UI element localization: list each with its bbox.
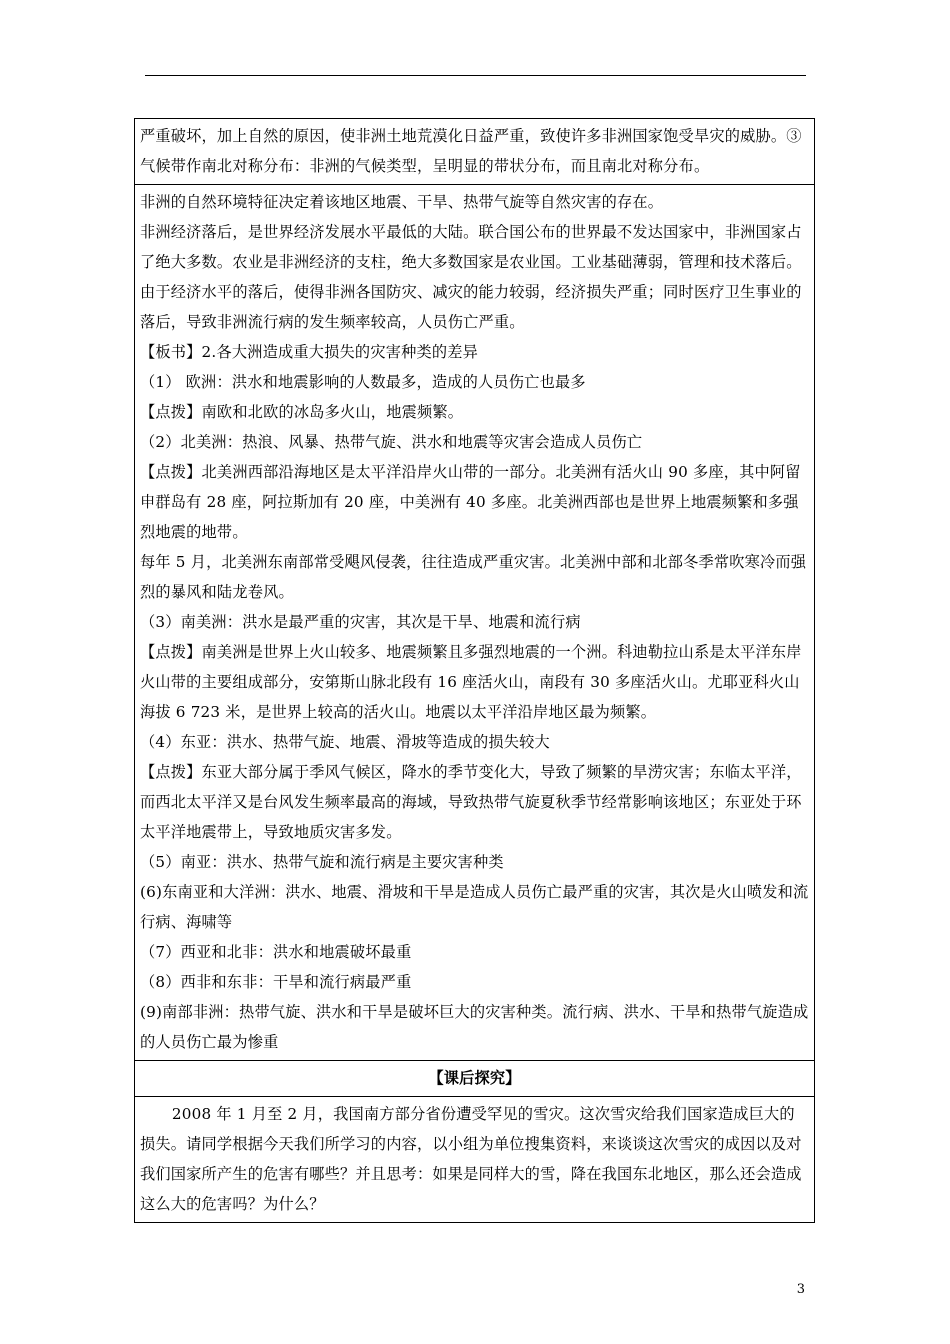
paragraph: （7）西亚和北非：洪水和地震破坏最重 [140,943,412,961]
table-row [135,185,815,1061]
paragraph: 【板书】2.各大洲造成重大损失的灾害种类的差异 [140,343,479,361]
table-row [135,1061,815,1097]
paragraph: （1） 欧洲：洪水和地震影响的人数最多，造成的人员伤亡也最多 [140,373,586,391]
paragraph: 非洲经济落后，是世界经济发展水平最低的大陆。联合国公布的世界最不发达国家中，非洲国家占了绝大多数。农业是非洲经济的支柱，绝大多数国家是农业国。工业基础薄弱，管理和技术落后。由于经济水平的落后，使得非洲各国防灾、减灾的能力较弱，经济损失严重；同时医疗卫生事业的落后，导致非洲流行病的发生频率较高，人员伤亡严重。 [140,223,802,331]
paragraph: 2008 年 1 月至 2 月，我国南方部分省份遭受罕见的雪灾。这次雪灾给我们国家造成巨大的损失。请同学根据今天我们所学习的内容，以小组为单位搜集资料，来谈谈这次雪灾的成因以及对我们国家所产生的危害有哪些？并且思考：如果是同样大的雪，降在我国东北地区，那么还会造成这么大的危害吗？为什么？ [140,1105,802,1213]
paragraph: （8）西非和东非：干旱和流行病最严重 [140,973,412,991]
paragraph: 每年 5 月，北美洲东南部常受飓风侵袭，往往造成严重灾害。北美洲中部和北部冬季常吹寒冷而强烈的暴风和陆龙卷风。 [140,553,807,601]
paragraph: （3）南美洲：洪水是最严重的灾害，其次是干旱、地震和流行病 [140,613,581,631]
paragraph: (6)东南亚和大洋洲：洪水、地震、滑坡和干旱是造成人员伤亡最严重的灾害，其次是火山喷发和流行病、海啸等 [140,883,809,931]
paragraph: 【点拨】北美洲西部沿海地区是太平洋沿岸火山带的一部分。北美洲有活火山 90 多座，其中阿留申群岛有 28 座，阿拉斯加有 20 座，中美洲有 40 多座。北美洲西部也是世界上地震频繁和多强烈地震的地带。 [140,463,801,541]
paragraph: （4）东亚：洪水、热带气旋、地震、滑坡等造成的损失较大 [140,733,550,751]
paragraph: 【点拨】南欧和北欧的冰岛多火山，地震频繁。 [140,403,464,421]
cell-main-content [135,185,815,1061]
paragraph: 严重破坏，加上自然的原因，使非洲土地荒漠化日益严重，致使许多非洲国家饱受旱灾的威胁。③气候带作南北对称分布：非洲的气候类型，呈明显的带状分布，而且南北对称分布。 [140,127,802,175]
table-row [135,1097,815,1223]
table-row [135,119,815,185]
paragraph: 【点拨】东亚大部分属于季风气候区，降水的季节变化大，导致了频繁的旱涝灾害；东临太平洋，而西北太平洋又是台风发生频率最高的海域，导致热带气旋夏秋季节经常影响该地区；东亚处于环太平洋地震带上，导致地质灾害多发。 [140,763,802,841]
paragraph: （2）北美洲：热浪、风暴、热带气旋、洪水和地震等灾害会造成人员伤亡 [140,433,643,451]
lesson-table [134,118,815,1223]
header-rule [145,75,806,76]
section-heading: 【课后探究】 [135,1061,815,1097]
cell-homework [135,1097,815,1223]
cell-continued-text [135,119,815,185]
page-number: 3 [796,1282,805,1297]
paragraph: (9)南部非洲：热带气旋、洪水和干旱是破坏巨大的灾害种类。流行病、洪水、干旱和热带气旋造成的人员伤亡最为惨重 [140,1003,809,1051]
paragraph: 【点拨】南美洲是世界上火山较多、地震频繁且多强烈地震的一个洲。科迪勒拉山系是太平洋东岸火山带的主要组成部分，安第斯山脉北段有 16 座活火山，南段有 30 多座活火山。尤耶亚科火山海拔 6 723 米，是世界上较高的活火山。地震以太平洋沿岸地区最为频繁。 [140,643,802,721]
paragraph: 非洲的自然环境特征决定着该地区地震、干旱、热带气旋等自然灾害的存在。 [140,193,664,211]
paragraph: （5）南亚：洪水、热带气旋和流行病是主要灾害种类 [140,853,504,871]
